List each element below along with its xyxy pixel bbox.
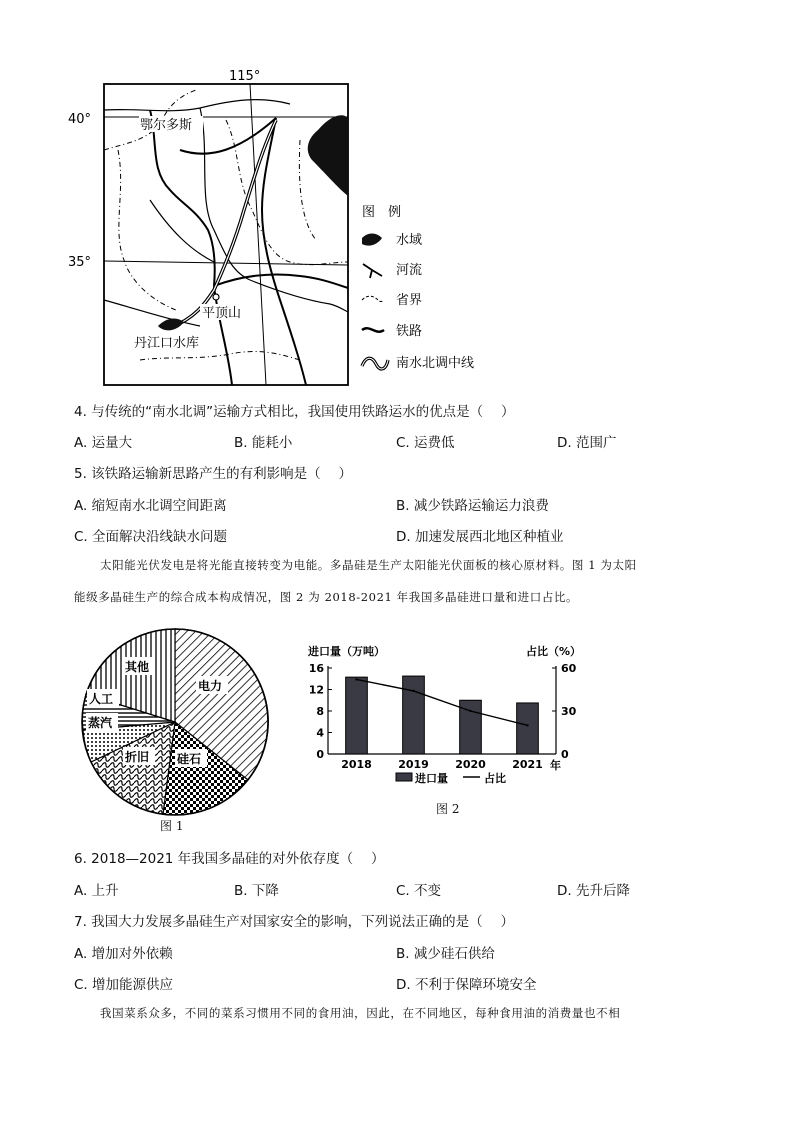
fig2-caption: 图 2 xyxy=(436,802,460,816)
passage-line-2: 能级多晶硅生产的综合成本构成情况，图 2 为 2018-2021 年我国多晶硅进口量和进口占比。 xyxy=(74,590,579,604)
legend-border: 省界 xyxy=(396,293,423,308)
fig2-left-tick-label: 8 xyxy=(316,705,324,718)
fig2-right-tick-label: 60 xyxy=(561,662,577,675)
pie-label-power: 电力 xyxy=(198,679,223,693)
fig2-share-point xyxy=(412,690,414,692)
fig2-ylabel-right: 占比（%） xyxy=(526,645,582,658)
label-pingdingshan: 平顶山 xyxy=(202,306,242,321)
q6-option-b[interactable]: B. 下降 xyxy=(234,883,279,899)
passage-line-1: 太阳能光伏发电是将光能直接转变为电能。多晶硅是生产太阳能光伏面板的核心原材料。图 1 为太阳 xyxy=(100,558,637,572)
q6-option-c[interactable]: C. 不变 xyxy=(396,883,442,899)
fig2-legend-bar-swatch xyxy=(396,773,412,781)
q4-option-d[interactable]: D. 范围广 xyxy=(557,435,617,451)
legend-river: 河流 xyxy=(396,263,423,278)
fig2-chart xyxy=(300,640,590,800)
legend-railway-icon xyxy=(362,328,384,331)
fig2-x-tick-label: 2020 xyxy=(455,758,486,771)
legend-river-icon xyxy=(363,264,382,278)
fig2-share-point xyxy=(355,678,357,680)
next-passage-line: 我国菜系众多，不同的菜系习惯用不同的食用油，因此，在不同地区，每种食用油的消费量也不相 xyxy=(100,1006,621,1020)
reservoir-water xyxy=(158,319,184,331)
q7-option-a[interactable]: A. 增加对外依赖 xyxy=(74,946,173,962)
fig2-bar xyxy=(517,703,539,754)
pie-label-depreciation: 折旧 xyxy=(125,750,150,764)
fig2-left-tick-label: 12 xyxy=(308,683,324,697)
fig2-share-point xyxy=(526,724,528,726)
fig1-pie xyxy=(70,612,280,837)
fig2-share-line xyxy=(357,679,528,725)
fig2-x-tick-label: 2019 xyxy=(398,758,429,771)
pie-label-steam: 蒸汽 xyxy=(88,716,113,730)
rivers xyxy=(104,100,348,326)
map-lon-label: 115° xyxy=(229,69,261,84)
q4-option-a[interactable]: A. 运量大 xyxy=(74,435,133,451)
fig2-bar xyxy=(403,676,425,754)
fig2-left-tick-label: 0 xyxy=(316,748,324,761)
q5-option-c[interactable]: C. 全面解决沿线缺水问题 xyxy=(74,529,228,545)
label-ordos: 鄂尔多斯 xyxy=(140,118,193,133)
fig2-xlabel: 年 xyxy=(550,759,561,772)
legend-water-icon xyxy=(362,234,382,246)
pingdingshan-point xyxy=(213,294,219,300)
label-danjiangkou: 丹江口水库 xyxy=(134,336,200,351)
fig2-legend-bar: 进口量 xyxy=(415,772,448,785)
q6-option-a[interactable]: A. 上升 xyxy=(74,883,119,899)
fig2-right-tick-label: 0 xyxy=(561,748,569,761)
legend-water: 水域 xyxy=(396,233,423,248)
q5-option-a[interactable]: A. 缩短南水北调空间距离 xyxy=(74,498,227,514)
question-5-stem: 5. 该铁路运输新思路产生的有利影响是（ ） xyxy=(74,466,352,482)
map-figure xyxy=(0,0,794,395)
q6-option-d[interactable]: D. 先升后降 xyxy=(557,883,630,899)
legend-title: 图 例 xyxy=(362,205,402,220)
sea-water xyxy=(308,115,348,196)
pie-label-silica: 硅石 xyxy=(177,752,202,766)
pie-label-labor: 人工 xyxy=(89,692,114,706)
question-7-stem: 7. 我国大力发展多晶硅生产对国家安全的影响，下列说法正确的是（ ） xyxy=(74,914,514,930)
q4-option-b[interactable]: B. 能耗小 xyxy=(234,435,293,451)
fig2-legend-line: 占比 xyxy=(484,772,506,785)
q7-option-b[interactable]: B. 减少硅石供给 xyxy=(396,946,495,962)
fig2-x-tick-label: 2018 xyxy=(341,758,372,771)
q4-option-c[interactable]: C. 运费低 xyxy=(396,435,455,451)
fig2-ylabel-left: 进口量（万吨） xyxy=(308,645,385,658)
question-4-stem: 4. 与传统的“南水北调”运输方式相比，我国使用铁路运水的优点是（ ） xyxy=(74,404,515,420)
map-lat-35: 35° xyxy=(68,255,92,270)
q7-option-d[interactable]: D. 不利于保障环境安全 xyxy=(396,977,537,993)
fig2-bar xyxy=(346,677,368,754)
q5-option-b[interactable]: B. 减少铁路运输运力浪费 xyxy=(396,498,549,514)
q7-option-c[interactable]: C. 增加能源供应 xyxy=(74,977,174,993)
legend-diversion: 南水北调中线 xyxy=(396,356,475,371)
fig2-right-tick-label: 30 xyxy=(561,705,577,718)
map-lat-40: 40° xyxy=(68,112,92,127)
fig2-left-tick-label: 4 xyxy=(316,726,324,740)
fig2-bars xyxy=(346,676,539,754)
fig2-line xyxy=(355,678,528,726)
fig2-left-tick-label: 16 xyxy=(308,662,324,675)
fig2-share-point xyxy=(469,710,471,712)
pie-label-other: 其他 xyxy=(125,660,150,674)
fig1-caption: 图 1 xyxy=(160,819,184,833)
question-6-stem: 6. 2018—2021 年我国多晶硅的对外依存度（ ） xyxy=(74,851,385,867)
legend-railway: 铁路 xyxy=(396,324,423,339)
q5-option-d[interactable]: D. 加速发展西北地区种植业 xyxy=(396,529,564,545)
fig2-x-tick-label: 2021 xyxy=(512,758,543,771)
legend-border-icon xyxy=(362,296,384,301)
